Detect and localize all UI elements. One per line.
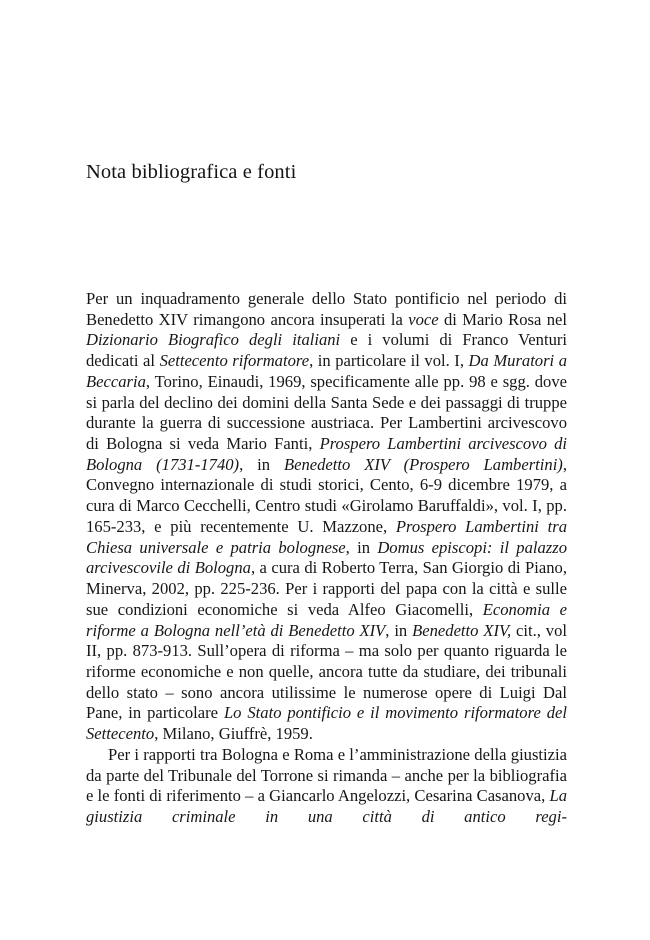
text-run: , Torino, Einaudi, 1969, specificamente alle pp. 98 e sgg. dove si parla del declino dei domini della Santa Sede e dei passaggi di truppe durante la guerra di successione austriaca. Per Lambertini arcivescovo di Bologna si veda Mario Fanti, [86,371,567,454]
text-run: , in [239,454,284,474]
italic-title-run: Dizionario Biografico degli italiani [86,330,341,350]
italic-title-run: Domus episcopi: il palazzo arcivescovile di Bologna [86,537,567,578]
page-title: Nota bibliografica e fonti [86,161,297,183]
italic-title-run: Benedetto XIV (Prospero Lambertini) [283,454,563,474]
paragraph-1 [86,289,567,745]
italic-title-run: Prospero Lambertini tra Chiesa universale e patria bolognese [86,516,567,557]
italic-title-run: La giustizia criminale in una città di antico regi- [86,786,567,826]
text-run: Per un inquadramento generale dello Stato pontificio nel periodo di Benedetto XIV rimangono ancora insuperati la [86,289,567,329]
text-run: , in [345,537,378,557]
italic-title-run: Benedetto XIV, [412,620,512,640]
body-text-column [86,289,567,848]
italic-title-run: Settecento riformatore [159,351,310,371]
text-run: , in particolare il vol. I, [309,351,469,371]
text-run: , a cura di Roberto Terra, San Giorgio di Piano, Minerva, 2002, pp. 225-236. Per i rapporti del papa con la città e sulle sue condizioni economiche si veda Alfeo Giacomelli, [86,558,567,619]
italic-title-run: Prospero Lambertini arcivescovo di Bologna (1731-1740) [86,434,567,474]
italic-title-run: Lo Stato pontificio e il movimento riformatore del Settecento [86,703,567,744]
text-run: Per i rapporti tra Bologna e Roma e l’amministrazione della giustizia da parte del Tribunale del Torrone si rimanda – anche per la bibliografia e le fonti di riferimento – a Giancarlo Angelozzi, Cesarina Casanova, [86,744,567,806]
text-run: e i volumi di Franco Venturi dedicati al [86,330,567,371]
italic-title-run: Economia e riforme a Bologna nell’età di Benedetto XIV [86,599,568,640]
text-run: , in [385,620,413,640]
italic-title-run: voce [408,309,439,329]
text-run: , Convegno internazionale di studi storici, Cento, 6-9 dicembre 1979, a cura di Marco Cecchelli, Centro studi «Girolamo Baruffaldi», vol. I, pp. 165-233, e più recentemente U. Mazzone, [86,454,567,536]
text-run: di Mario Rosa nel [438,309,567,329]
text-run: cit., vol II, pp. 873-913. Sull’opera di riforma – ma solo per quanto riguarda le riforme economiche e non quelle, ancora tutte da studiare, dei tribunali dello stato – sono ancora utilissime le numerose opere di Luigi Dal Pane, in particolare [86,620,567,723]
paragraph-2 [86,745,567,849]
italic-title-run: Da Muratori a Beccaria [86,351,567,391]
text-run: , Milano, Giuffrè, 1959. [154,724,313,744]
